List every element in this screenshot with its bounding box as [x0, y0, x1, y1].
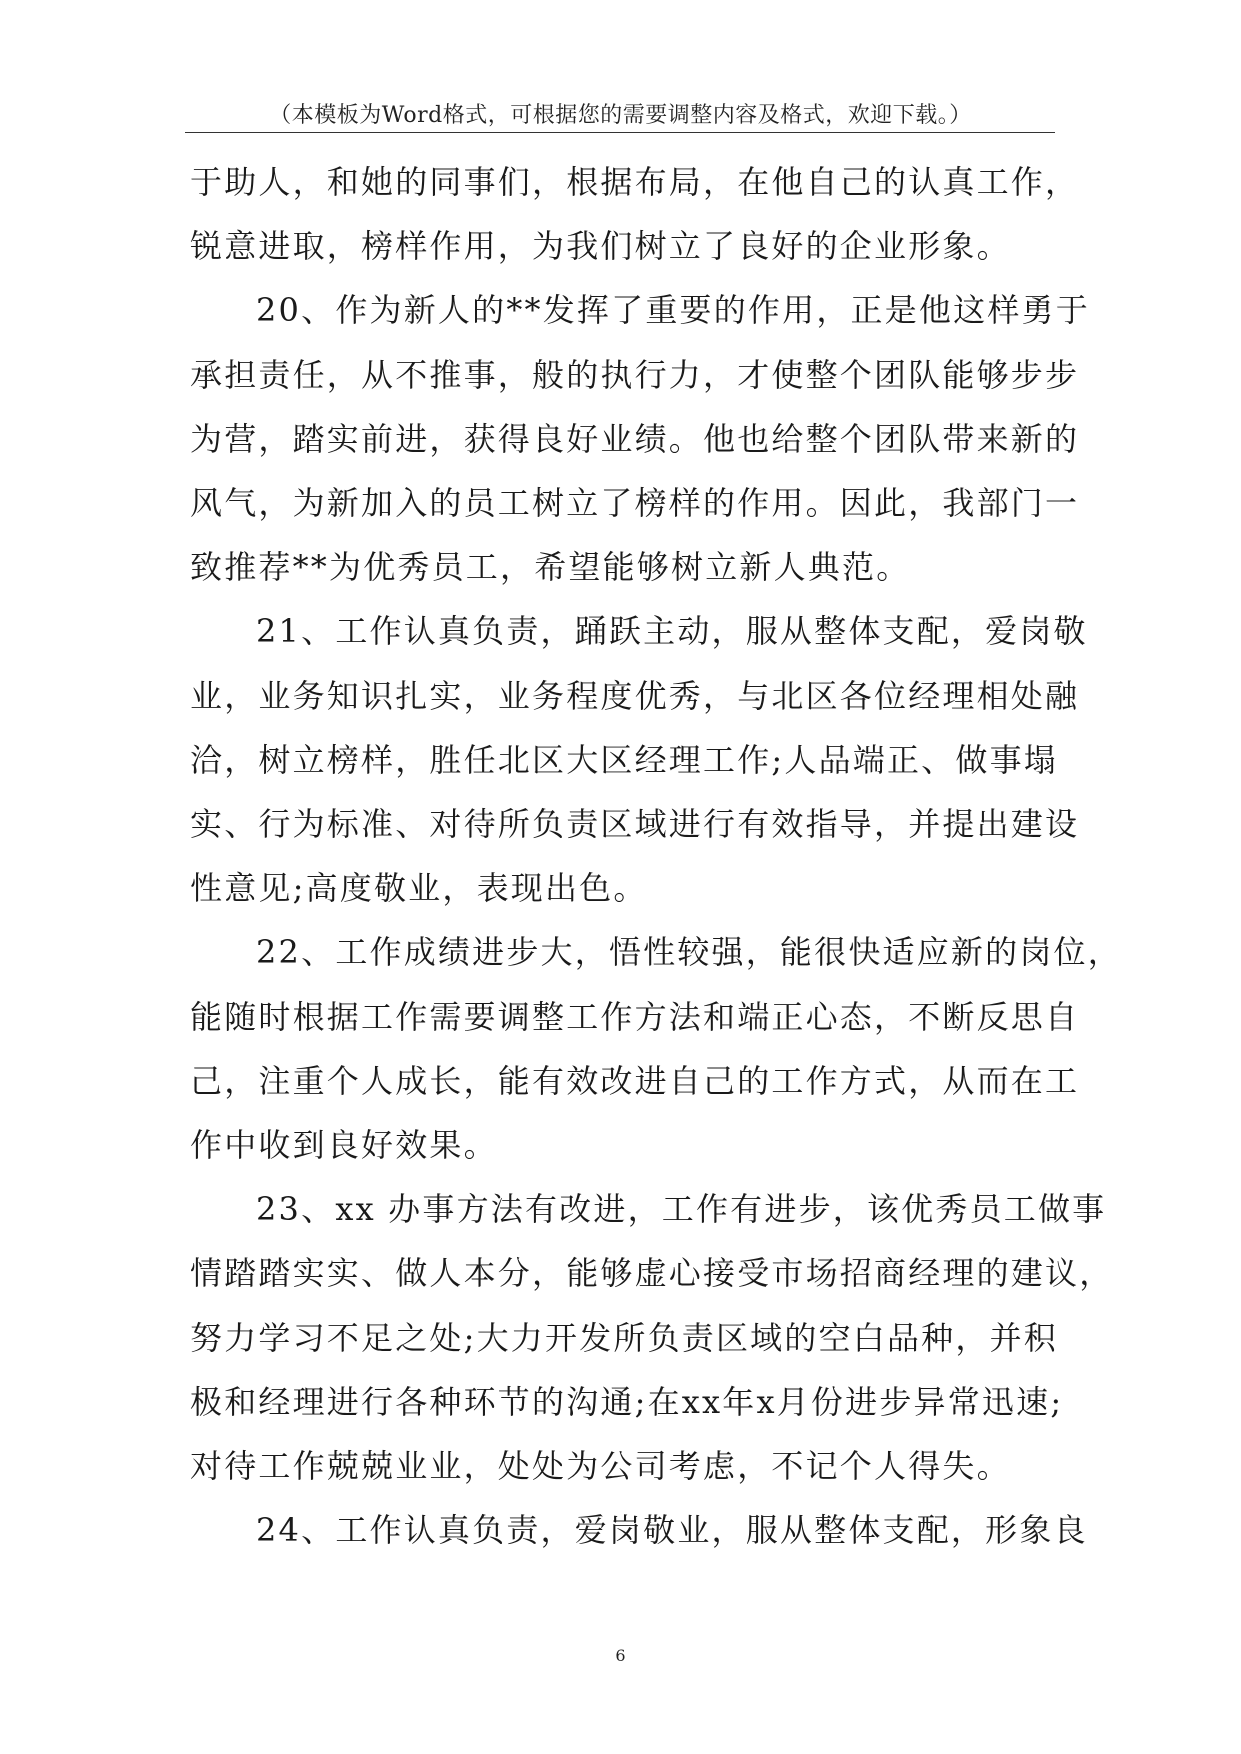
paragraph-start-line: 23、xx 办事方法有改进，工作有进步，该优秀员工做事 [256, 1190, 1107, 1229]
body-line: 于助人，和她的同事们，根据布局，在他自己的认真工作， [190, 163, 1080, 201]
header-divider [185, 132, 1055, 133]
paragraph-start-line: 21、工作认真负责，踊跃主动，服从整体支配，爱岗敬 [256, 612, 1088, 651]
body-line: 致推荐**为优秀员工，希望能够树立新人典范。 [190, 548, 911, 587]
body-line: 能随时根据工作需要调整工作方法和端正心态，不断反思自 [190, 997, 1080, 1036]
body-line: 风气，为新加入的员工树立了榜样的作用。因此，我部门一 [190, 484, 1080, 523]
body-line: 努力学习不足之处;大力开发所负责区域的空白品种，并积 [190, 1318, 1058, 1357]
body-line: 实、行为标准、对待所负责区域进行有效指导，并提出建设 [190, 805, 1080, 844]
paragraph-start-line: 24、工作认真负责，爱岗敬业，服从整体支配，形象良 [256, 1511, 1088, 1550]
body-line: 为营，踏实前进，获得良好业绩。他也给整个团队带来新的 [190, 419, 1080, 458]
template-header-note: （本模板为Word格式，可根据您的需要调整内容及格式，欢迎下载。） [269, 103, 972, 128]
body-line: 情踏踏实实、做人本分，能够虚心接受市场招商经理的建议， [190, 1254, 1114, 1293]
page-number: 6 [615, 1646, 626, 1665]
paragraph-start-line: 20、作为新人的**发挥了重要的作用，正是他这样勇于 [256, 291, 1090, 330]
body-line: 业，业务知识扎实，业务程度优秀，与北区各位经理相处融 [190, 676, 1080, 715]
paragraph-start-line: 22、工作成绩进步大，悟性较强，能很快适应新的岗位， [256, 933, 1122, 972]
body-line: 对待工作兢兢业业，处处为公司考虑，不记个人得失。 [190, 1447, 1011, 1486]
body-line: 承担责任，从不推事，般的执行力，才使整个团队能够步步 [190, 355, 1080, 394]
document-body [190, 150, 1122, 1562]
body-line: 锐意进取，榜样作用，为我们树立了良好的企业形象。 [190, 227, 1011, 266]
body-line: 己，注重个人成长，能有效改进自己的工作方式，从而在工 [190, 1061, 1080, 1100]
body-line: 极和经理进行各种环节的沟通;在xx年x月份进步异常迅速; [190, 1382, 1064, 1421]
body-line: 性意见;高度敬业，表现出色。 [190, 869, 648, 908]
body-line: 作中收到良好效果。 [190, 1126, 498, 1165]
body-line: 洽，树立榜样，胜任北区大区经理工作;人品端正、做事塌 [190, 740, 1058, 779]
